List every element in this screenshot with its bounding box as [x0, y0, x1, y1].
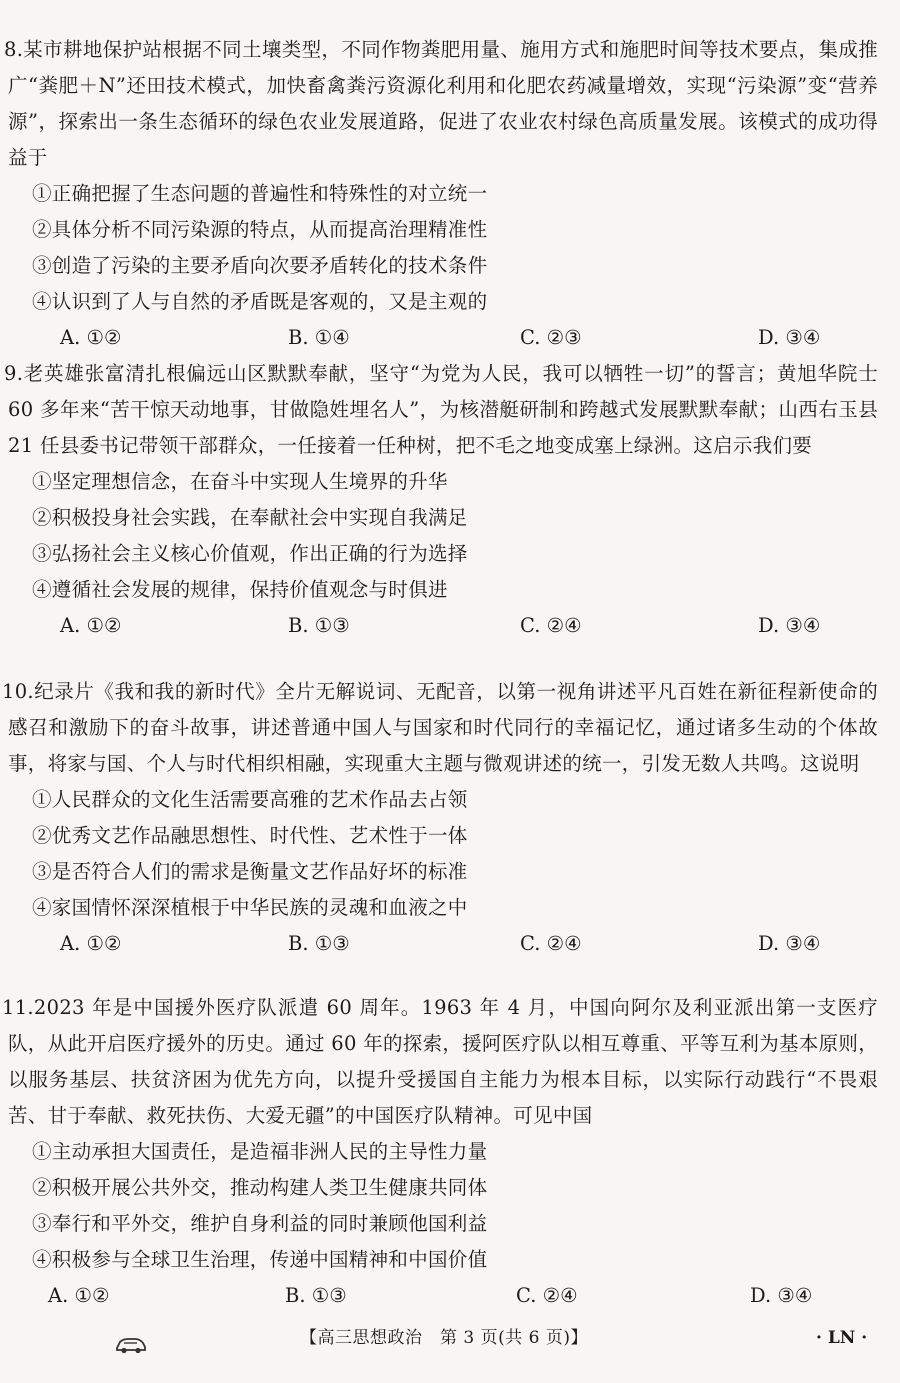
statement-1: ①人民群众的文化生活需要高雅的艺术作品去占领 [32, 788, 468, 811]
statement-3: ③奉行和平外交，维护自身利益的同时兼顾他国利益 [32, 1212, 488, 1235]
choice-d: D. ③④ [750, 1284, 813, 1307]
paper-code: · LN · [816, 1328, 868, 1348]
answer-choices [0, 320, 900, 356]
choice-c: C. ②④ [520, 614, 582, 637]
question-stem: 10.纪录片《我和我的新时代》全片无解说词、无配音，以第一视角讲述平凡百姓在新征程新使命的感召和激励下的奋斗故事，讲述普通中国人与国家和时代同行的幸福记忆，通过诸多生动的个体故事，将家与国、个人与时代相织相融，实现重大主题与微观讲述的统一，引发无数人共鸣。这说明 [2, 680, 878, 775]
answer-choices [0, 926, 900, 962]
choice-b: B. ①③ [288, 614, 350, 637]
choice-d: D. ③④ [758, 932, 821, 955]
statement-3: ③弘扬社会主义核心价值观，作出正确的行为选择 [32, 542, 468, 565]
choice-c: C. ②③ [520, 326, 582, 349]
statement-1: ①正确把握了生态问题的普遍性和特殊性的对立统一 [32, 182, 488, 205]
choice-c: C. ②④ [520, 932, 582, 955]
question-stem: 8.某市耕地保护站根据不同土壤类型，不同作物粪肥用量、施用方式和施肥时间等技术要点，集成推广“粪肥＋N”还田技术模式，加快畜禽粪污资源化利用和化肥农药减量增效，实现“污染源”变“营养源”，探索出一条生态循环的绿色农业发展道路，促进了农业农村绿色高质量发展。该模式的成功得益于 [4, 38, 878, 169]
statement-2: ②具体分析不同污染源的特点，从而提高治理精准性 [32, 218, 488, 241]
question-9 [0, 356, 900, 644]
answer-choices [0, 608, 900, 644]
answer-choices [0, 1278, 900, 1314]
choice-d: D. ③④ [758, 614, 821, 637]
statement-2: ②优秀文艺作品融思想性、时代性、艺术性于一体 [32, 824, 468, 847]
choice-b: B. ①④ [288, 326, 350, 349]
page-footer [0, 1318, 900, 1358]
statement-3: ③创造了污染的主要矛盾向次要矛盾转化的技术条件 [32, 254, 488, 277]
question-11 [0, 990, 900, 1314]
choice-b: B. ①③ [288, 932, 350, 955]
choice-a: A. ①② [60, 326, 122, 349]
statement-1: ①主动承担大国责任，是造福非洲人民的主导性力量 [32, 1140, 488, 1163]
statement-2: ②积极开展公共外交，推动构建人类卫生健康共同体 [32, 1176, 488, 1199]
question-8 [0, 32, 900, 356]
choice-b: B. ①③ [285, 1284, 347, 1307]
statement-2: ②积极投身社会实践，在奉献社会中实现自我满足 [32, 506, 468, 529]
statement-1: ①坚定理想信念，在奋斗中实现人生境界的升华 [32, 470, 448, 493]
question-stem: 9.老英雄张富清扎根偏远山区默默奉献，坚守“为党为人民，我可以牺牲一切”的誓言；黄旭华院士 60 多年来“苦干惊天动地事，甘做隐姓埋名人”，为核潜艇研制和跨越式发展默默奉献；山西右玉县 21 任县委书记带领干部群众，一任接着一任种树，把不毛之地变成塞上绿洲。这启示我们要 [4, 362, 878, 457]
statement-3: ③是否符合人们的需求是衡量文艺作品好坏的标准 [32, 860, 468, 883]
choice-c: C. ②④ [516, 1284, 578, 1307]
statement-4: ④遵循社会发展的规律，保持价值观念与时俱进 [32, 578, 448, 601]
statement-4: ④家国情怀深深植根于中华民族的灵魂和血液之中 [32, 896, 468, 919]
car-logo-icon [115, 1329, 147, 1347]
page-info: 【高三思想政治 第 3 页(共 6 页)】 [300, 1328, 589, 1348]
choice-a: A. ①② [48, 1284, 110, 1307]
statement-4: ④积极参与全球卫生治理，传递中国精神和中国价值 [32, 1248, 488, 1271]
choice-d: D. ③④ [758, 326, 821, 349]
choice-a: A. ①② [60, 932, 122, 955]
question-stem: 11.2023 年是中国援外医疗队派遣 60 周年。1963 年 4 月，中国向阿尔及利亚派出第一支医疗队，从此开启医疗援外的历史。通过 60 年的探索，援阿医疗队以相互尊重、平等互利为基本原则，以服务基层、扶贫济困为优先方向，以提升受援国自主能力为根本目标，以实际行动践行“不畏艰苦、甘于奉献、救死扶伤、大爱无疆”的中国医疗队精神。可见中国 [2, 996, 879, 1127]
question-10 [0, 674, 900, 962]
choice-a: A. ①② [60, 614, 122, 637]
statement-4: ④认识到了人与自然的矛盾既是客观的，又是主观的 [32, 290, 488, 313]
